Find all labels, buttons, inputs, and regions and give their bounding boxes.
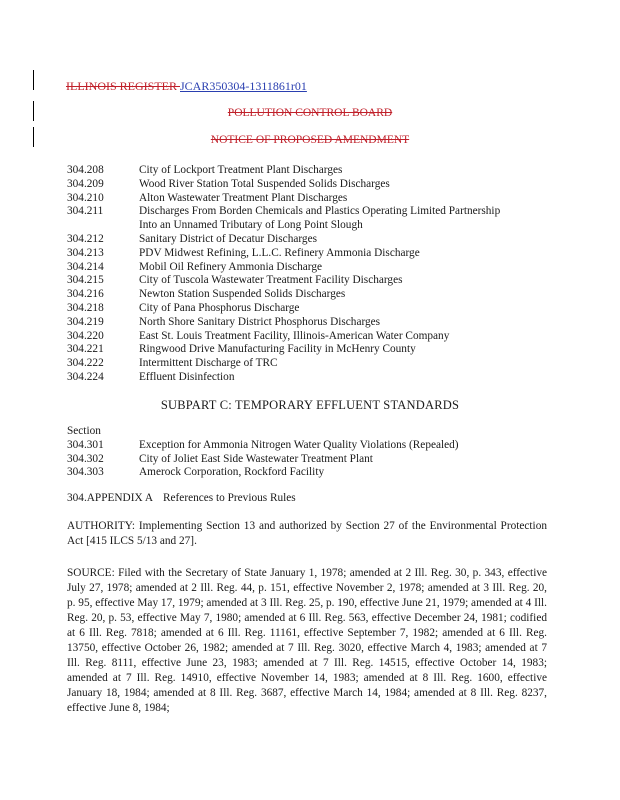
register-title-struck: ILLINOIS REGISTER (66, 79, 177, 93)
change-bar (33, 70, 34, 90)
subpart-heading: SUBPART C: TEMPORARY EFFLUENT STANDARDS (160, 398, 460, 412)
toc-row (67, 261, 500, 275)
toc-row (67, 247, 500, 261)
section-title: Sanitary District of Decatur Discharges (139, 232, 317, 245)
section-title: Newton Station Suspended Solids Discharges (139, 288, 346, 301)
toc-row (67, 343, 500, 357)
section-title: North Shore Sanitary District Phosphorus Discharges (139, 315, 381, 328)
section-title: City of Tuscola Wastewater Treatment Facility Discharges (139, 274, 403, 287)
toc-row (67, 371, 500, 385)
toc-row (67, 466, 459, 480)
subpart-c-sections (67, 425, 459, 480)
section-number: 304.209 (67, 177, 104, 190)
section-title: Exception for Ammonia Nitrogen Water Quality Violations (Repealed) (139, 438, 459, 451)
source-paragraph: SOURCE: Filed with the Secretary of State January 1, 1978; amended at 2 Ill. Reg. 30, p. 343, effective July 27, 1978; amended at 2 Ill. Reg. 44, p. 151, effective November 2, 1978; amended at 3 Ill. Reg. 20, p. 95, effective May 17, 1979; amended at 3 Ill. Reg. 25, p. 190, effective June 21, 1979; amended at 4 Ill. Reg. 20, p. 53, effective May 7, 1980; amended at 6 Ill. Reg. 563, effective December 24, 1981; codified at 6 Ill. Reg. 7818; amended at 6 Ill. Reg. 11161, effective September 7, 1982; amended at 6 Ill. Reg. 13750, effective October 26, 1982; amended at 7 Ill. Reg. 3020, effective March 4, 1983; amended at 7 Ill. Reg. 8111, effective June 23, 1983; amended at 7 Ill. Reg. 14515, effective October 14, 1983; amended at 7 Ill. Reg. 14910, effective November 14, 1983; amended at 8 Ill. Reg. 1600, effective January 18, 1984; amended at 8 Ill. Reg. 3687, effective March 14, 1984; amended at 8 Ill. Reg. 8237, effective June 8, 1984; (67, 567, 547, 714)
jcar-code-inserted: JCAR350304-1311861r01 (180, 79, 307, 93)
appendix-entry (67, 492, 296, 504)
section-number: 304.303 (67, 466, 104, 479)
section-title: Ringwood Drive Manufacturing Facility in McHenry County (139, 343, 416, 356)
section-number: 304.221 (67, 343, 104, 356)
toc-row (67, 330, 500, 344)
section-label: Section (67, 425, 101, 437)
section-title: Amerock Corporation, Rockford Facility (139, 466, 325, 479)
section-title: City of Joliet East Side Wastewater Treatment Plant (139, 452, 373, 465)
toc-row (67, 357, 500, 371)
section-number: 304.219 (67, 315, 104, 328)
section-title: Intermittent Discharge of TRC (139, 357, 278, 370)
section-title: Alton Wastewater Treatment Plant Discharges (139, 191, 348, 204)
section-title: City of Pana Phosphorus Discharge (139, 301, 300, 314)
toc-row (67, 302, 500, 316)
section-number: 304.224 (67, 370, 104, 383)
section-title: East St. Louis Treatment Facility, Illinois-American Water Company (139, 329, 450, 342)
appendix-title: References to Previous Rules (163, 492, 296, 504)
section-title-continuation: Into an Unnamed Tributary of Long Point Slough (139, 219, 363, 232)
section-number: 304.212 (67, 232, 104, 245)
section-title: Effluent Disinfection (139, 370, 235, 383)
toc-row (67, 178, 500, 192)
section-title: Mobil Oil Refinery Ammonia Discharge (139, 260, 323, 273)
section-number: 304.214 (67, 260, 104, 273)
section-number: 304.218 (67, 301, 104, 314)
section-number: 304.216 (67, 288, 104, 301)
toc-row (67, 205, 500, 219)
section-title: Wood River Station Total Suspended Solids Discharges (139, 177, 390, 190)
section-number: 304.208 (67, 164, 104, 176)
section-number: 304.220 (67, 329, 104, 342)
toc-row (67, 288, 500, 302)
section-number: 304.301 (67, 438, 104, 451)
section-title: Discharges From Borden Chemicals and Plastics Operating Limited Partnership (139, 205, 501, 218)
board-title: POLLUTION CONTROL BOARD (227, 107, 393, 119)
section-number: 304.215 (67, 274, 104, 287)
toc-row (67, 453, 459, 467)
section-title: PDV Midwest Refining, L.L.C. Refinery Ammonia Discharge (139, 246, 420, 259)
toc-row (67, 316, 500, 330)
section-number: 304.211 (67, 205, 104, 218)
toc-row (67, 274, 500, 288)
toc-row (67, 233, 500, 247)
toc-row (67, 164, 500, 178)
section-number: 304.222 (67, 357, 104, 370)
section-number: 304.302 (67, 452, 104, 465)
toc-row (67, 192, 500, 206)
section-title: City of Lockport Treatment Plant Discharges (139, 164, 343, 176)
section-number: 304.210 (67, 191, 104, 204)
register-header (66, 79, 307, 93)
notice-title: NOTICE OF PROPOSED AMENDMENT (210, 134, 410, 146)
authority-paragraph: AUTHORITY: Implementing Section 13 and authorized by Section 27 of the Environmental Protection Act [415 ILCS 5/13 and 27]. (67, 520, 547, 547)
table-of-contents (67, 164, 500, 385)
appendix-number: 304.APPENDIX A (67, 492, 153, 504)
section-number: 304.213 (67, 246, 104, 259)
toc-row (67, 439, 459, 453)
toc-row-continuation (67, 219, 500, 233)
